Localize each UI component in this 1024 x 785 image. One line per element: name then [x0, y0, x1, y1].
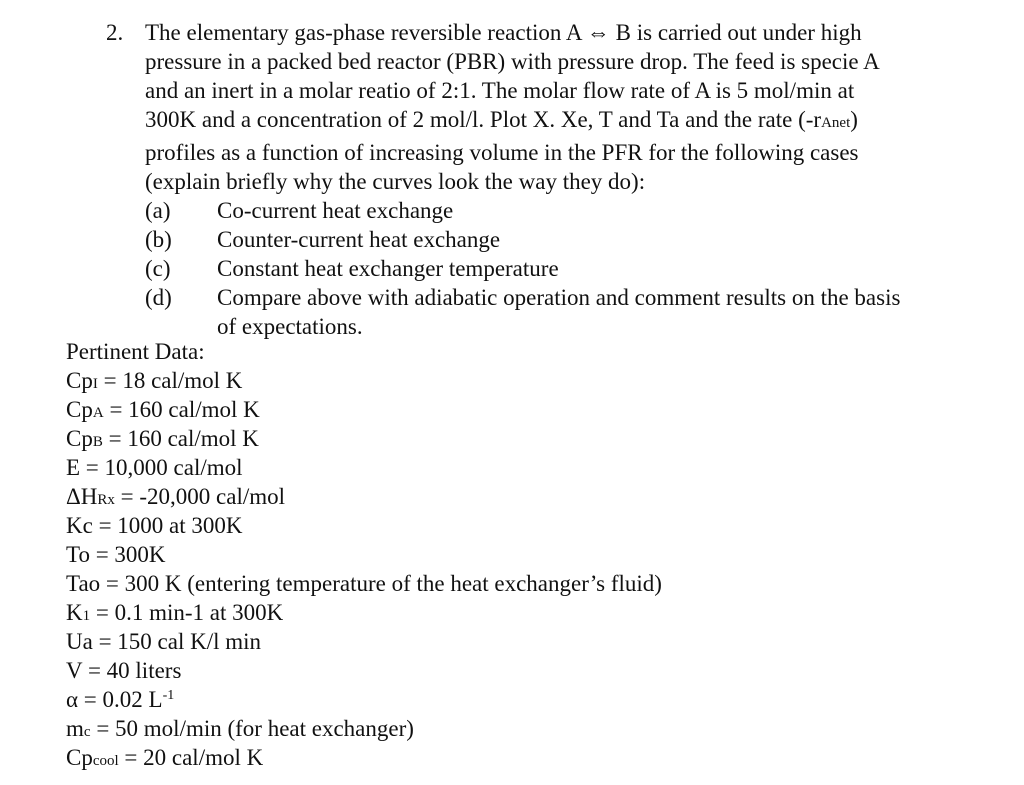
- problem-line-2: pressure in a packed bed reactor (PBR) with pressure drop. The feed is specie A: [145, 49, 880, 74]
- problem-line-3: and an inert in a molar reatio of 2:1. The molar flow rate of A is 5 mol/min at: [145, 78, 855, 103]
- mc-subscript: c: [83, 724, 91, 740]
- data-kc: Kc = 1000 at 300K: [66, 513, 243, 538]
- case-label-d: (d): [145, 285, 172, 310]
- cpcool-value: = 20 cal/mol K: [118, 745, 264, 770]
- case-item-b: [145, 225, 975, 254]
- dh-value: = -20,000 cal/mol: [114, 484, 286, 509]
- problem-line-5: profiles as a function of increasing volume in the PFR for the following cases: [145, 140, 859, 165]
- cpb-subscript: B: [92, 434, 103, 450]
- case-item-d: [145, 283, 975, 341]
- data-volume: V = 40 liters: [66, 658, 182, 683]
- cpi-value: = 18 cal/mol K: [97, 368, 243, 393]
- problem-line-6: (explain briefly why the curves look the way they do):: [145, 169, 646, 194]
- data-activation-energy: E = 10,000 cal/mol: [66, 455, 243, 480]
- problem-line-4-text: 300K and a concentration of 2 mol/l. Plot X. Xe, T and Ta and the rate (-r: [145, 107, 822, 132]
- k1-value: = 0.1 min-1 at 300K: [90, 600, 284, 625]
- alpha-value: α = 0.02 L: [66, 687, 163, 712]
- data-k1: [66, 598, 662, 627]
- data-cp-a: [66, 395, 662, 424]
- case-item-a: [145, 196, 975, 225]
- cpcool-symbol: Cp: [66, 745, 93, 770]
- k1-symbol: K: [66, 600, 83, 625]
- case-list: [145, 196, 975, 341]
- case-label-c: (c): [145, 256, 171, 281]
- rate-subscript: Anet: [821, 115, 851, 131]
- cpa-symbol: Cp: [66, 397, 93, 422]
- case-text-c: Constant heat exchanger temperature: [217, 256, 559, 281]
- cpa-value: = 160 cal/mol K: [103, 397, 260, 422]
- cpb-symbol: Cp: [66, 426, 93, 451]
- data-cp-b: [66, 424, 662, 453]
- problem-statement: [145, 18, 975, 341]
- mc-symbol: m: [66, 716, 84, 741]
- pertinent-data: [66, 337, 662, 772]
- data-alpha: [66, 685, 662, 714]
- case-text-d-line1: Compare above with adiabatic operation and comment results on the basis: [217, 285, 901, 310]
- dh-symbol: ΔH: [66, 484, 98, 509]
- case-text-d: [217, 283, 975, 341]
- case-label-a: (a): [145, 198, 171, 223]
- data-heading: Pertinent Data:: [66, 339, 205, 364]
- question-number: 2.: [106, 20, 124, 45]
- problem-line-4: [145, 105, 975, 138]
- data-cp-cool: [66, 743, 662, 772]
- k1-subscript: 1: [82, 608, 91, 624]
- cpi-symbol: Cp: [66, 368, 93, 393]
- case-text-b: Counter-current heat exchange: [217, 227, 501, 252]
- case-text-d-line2: of expectations.: [217, 314, 363, 339]
- dh-subscript: Rx: [97, 492, 115, 508]
- data-tao: Tao = 300 K (entering temperature of the heat exchanger’s fluid): [66, 571, 662, 596]
- cpa-subscript: A: [92, 405, 104, 421]
- problem-line-1: The elementary gas-phase reversible reaction A ⇔ B is carried out under high: [145, 20, 862, 45]
- cpb-value: = 160 cal/mol K: [102, 426, 259, 451]
- data-cp-inert: [66, 366, 662, 395]
- data-mc: [66, 714, 662, 743]
- data-ua: Ua = 150 cal K/l min: [66, 629, 262, 654]
- mc-value: = 50 mol/min (for heat exchanger): [90, 716, 414, 741]
- case-item-c: [145, 254, 975, 283]
- cpi-subscript: I: [92, 376, 98, 392]
- alpha-superscript: -1: [162, 688, 175, 703]
- case-label-b: (b): [145, 227, 172, 252]
- data-heat-of-reaction: [66, 482, 662, 511]
- cpcool-subscript: cool: [92, 753, 119, 769]
- rate-close-paren: ): [850, 107, 858, 132]
- case-text-a: Co-current heat exchange: [217, 198, 454, 223]
- data-to: To = 300K: [66, 542, 166, 567]
